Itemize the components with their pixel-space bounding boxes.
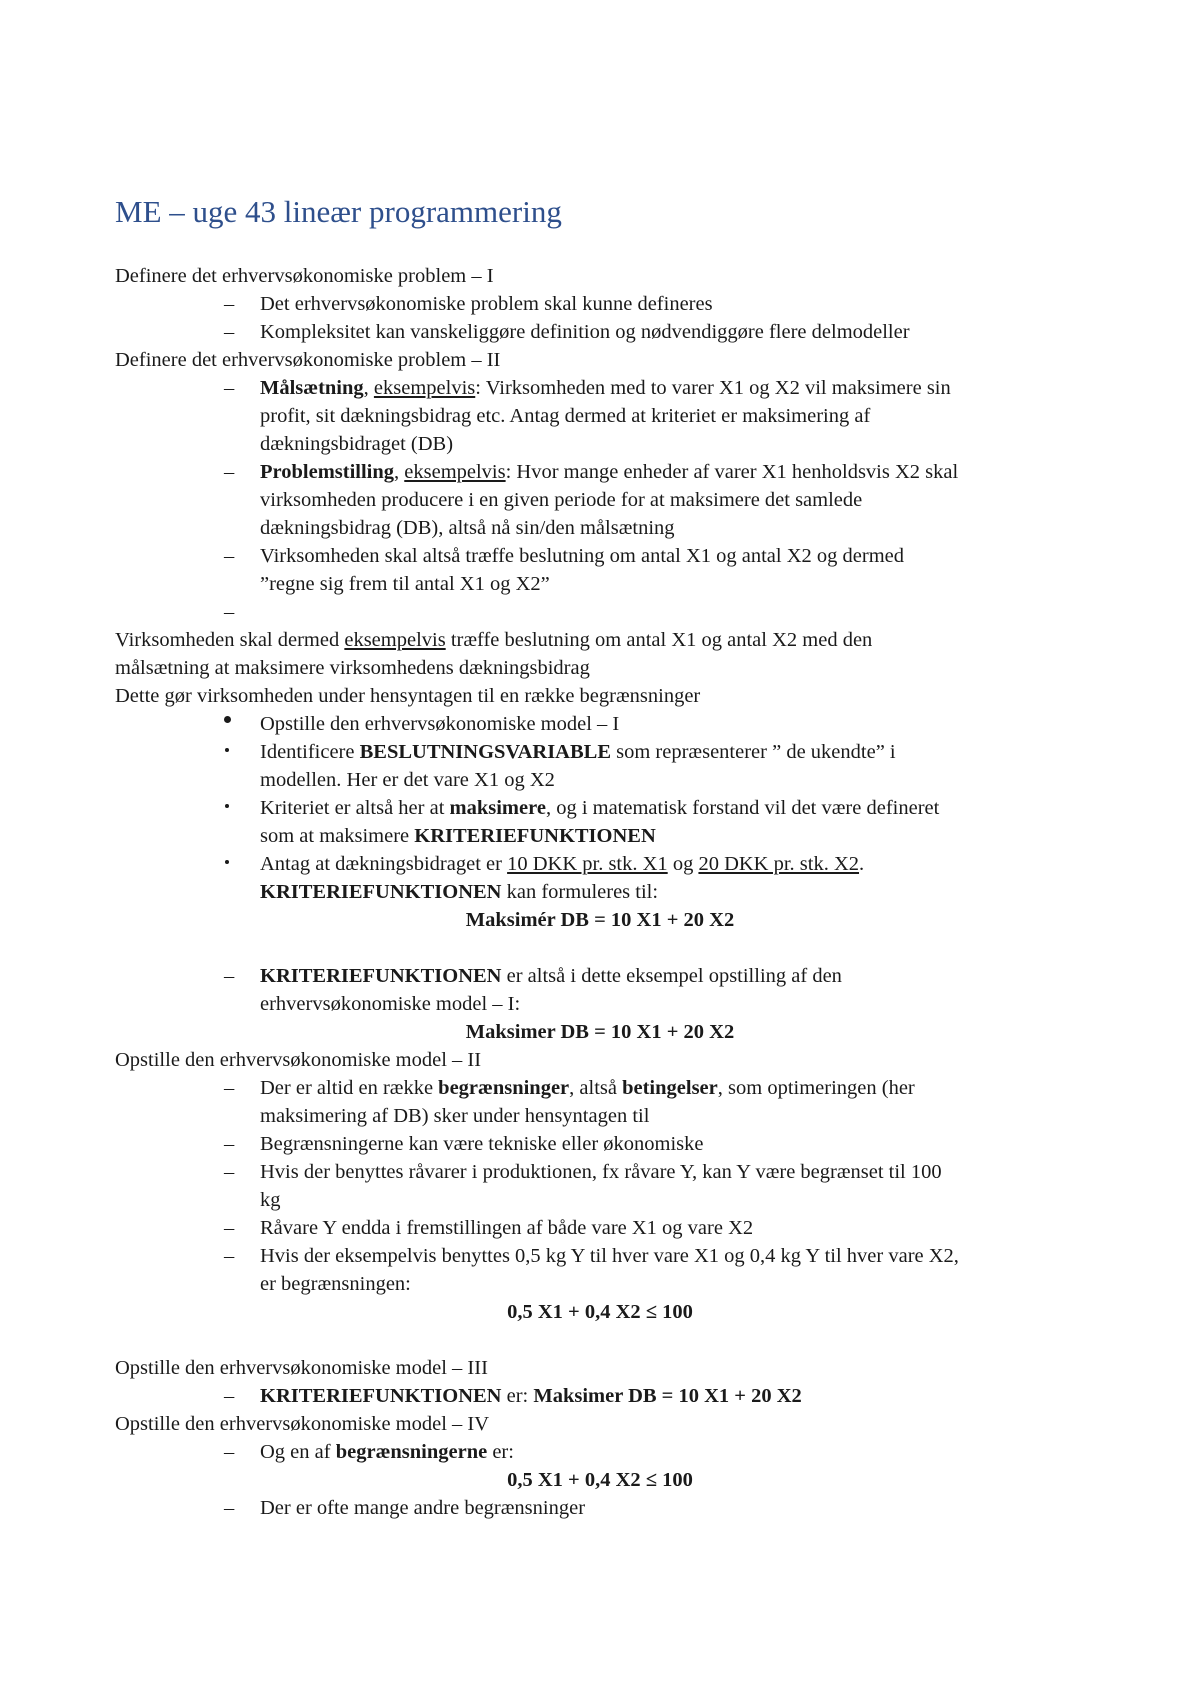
dash-marker: –: [224, 1161, 235, 1183]
bold-term: KRITERIEFUNKTIONEN: [260, 881, 502, 903]
list-item-continuation: ”regne sig frem til antal X1 og X2”: [260, 573, 550, 595]
section-heading: Opstille den erhvervsøkonomiske model – II: [115, 1049, 482, 1071]
dash-marker: –: [224, 1077, 235, 1099]
list-item-continuation: virksomheden producere i en given periode for at maksimere det samlede: [260, 489, 863, 511]
list-item-continuation: dækningsbidrag (DB), altså nå sin/den målsætning: [260, 517, 675, 539]
dash-marker: –: [224, 461, 235, 483]
list-item-continuation: er begrænsningen:: [260, 1273, 411, 1295]
dash-marker: –: [224, 1133, 235, 1155]
dash-marker: –: [224, 1217, 235, 1239]
list-item: KRITERIEFUNKTIONEN er altså i dette eksempel opstilling af den: [260, 965, 842, 987]
bullet-icon: [225, 804, 229, 808]
list-item: Kompleksitet kan vanskeliggøre definition og nødvendiggøre flere delmodeller: [260, 321, 910, 343]
list-item: KRITERIEFUNKTIONEN er: Maksimer DB = 10 X1 + 20 X2: [260, 1385, 802, 1407]
formula: 0,5 X1 + 0,4 X2 ≤ 100: [507, 1301, 693, 1323]
paragraph-line: Dette gør virksomheden under hensyntagen til en række begrænsninger: [115, 685, 701, 707]
list-item-continuation: dækningsbidraget (DB): [260, 433, 454, 455]
dash-marker: –: [224, 293, 235, 315]
bullet-item: Opstille den erhvervsøkonomiske model – I: [260, 713, 620, 735]
underlined-term: 10 DKK pr. stk. X1: [507, 853, 668, 875]
section-heading: Opstille den erhvervsøkonomiske model – IV: [115, 1413, 490, 1435]
dash-marker: –: [224, 1441, 235, 1463]
bullet-item: Identificere BESLUTNINGSVARIABLE som repræsenterer ” de ukendte” i: [260, 741, 896, 763]
bold-term: betingelser: [622, 1077, 718, 1099]
bullet-icon: [224, 716, 231, 723]
list-item: Råvare Y endda i fremstillingen af både vare X1 og vare X2: [260, 1217, 754, 1239]
list-item: Hvis der benyttes råvarer i produktionen, fx råvare Y, kan Y være begrænset til 100: [260, 1161, 942, 1183]
formula: 0,5 X1 + 0,4 X2 ≤ 100: [507, 1469, 693, 1491]
bold-term: begrænsninger: [438, 1077, 570, 1099]
dash-marker: –: [224, 965, 235, 987]
bold-term: maksimere: [449, 797, 546, 819]
list-item-continuation: profit, sit dækningsbidrag etc. Antag dermed at kriteriet er maksimering af: [260, 405, 871, 427]
dash-marker: –: [224, 321, 235, 343]
underlined-term: 20 DKK pr. stk. X2: [698, 853, 860, 875]
bold-term: KRITERIEFUNKTIONEN: [260, 1385, 502, 1407]
list-item: Målsætning, eksempelvis: Virksomheden med to varer X1 og X2 vil maksimere sin: [260, 377, 951, 399]
list-item-continuation: kg: [260, 1189, 281, 1211]
bold-term: KRITERIEFUNKTIONEN: [414, 825, 656, 847]
section-heading: Definere det erhvervsøkonomiske problem – I: [115, 265, 494, 287]
paragraph-line: målsætning at maksimere virksomhedens dækningsbidrag: [115, 657, 590, 679]
bold-term: Maksimer DB = 10 X1 + 20 X2: [533, 1385, 802, 1407]
section-heading: Definere det erhvervsøkonomiske problem – II: [115, 349, 501, 371]
dash-marker: –: [224, 545, 235, 567]
list-item: Der er altid en række begrænsninger, altså betingelser, som optimeringen (her: [260, 1077, 915, 1099]
bold-term: begrænsningerne: [335, 1441, 488, 1463]
list-item-continuation: erhvervsøkonomiske model – I:: [260, 993, 521, 1015]
formula: Maksimer DB = 10 X1 + 20 X2: [465, 1021, 735, 1043]
bullet-continuation: KRITERIEFUNKTIONEN kan formuleres til:: [260, 881, 659, 903]
bold-term: BESLUTNINGSVARIABLE: [359, 741, 611, 763]
formula: Maksimér DB = 10 X1 + 20 X2: [465, 909, 735, 931]
list-item: Begrænsningerne kan være tekniske eller økonomiske: [260, 1133, 704, 1155]
list-item-continuation: maksimering af DB) sker under hensyntagen til: [260, 1105, 650, 1127]
dash-marker: –: [224, 1385, 235, 1407]
list-item: Det erhvervsøkonomiske problem skal kunne defineres: [260, 293, 713, 315]
bullet-item: Antag at dækningsbidraget er 10 DKK pr. stk. X1 og 20 DKK pr. stk. X2.: [260, 853, 865, 875]
page-title: ME – uge 43 lineær programmering: [115, 194, 562, 229]
list-item: Og en af begrænsningerne er:: [260, 1441, 514, 1463]
section-heading: Opstille den erhvervsøkonomiske model – III: [115, 1357, 488, 1379]
list-item: Hvis der eksempelvis benyttes 0,5 kg Y til hver vare X1 og 0,4 kg Y til hver vare X2,: [260, 1245, 959, 1267]
bold-term: KRITERIEFUNKTIONEN: [260, 965, 502, 987]
underlined-term: eksempelvis: [373, 377, 476, 399]
bold-term: Målsætning: [260, 377, 364, 399]
bullet-item: Kriteriet er altså her at maksimere, og i matematisk forstand vil det være defineret: [260, 797, 940, 819]
bullet-continuation: modellen. Her er det vare X1 og X2: [260, 769, 555, 791]
list-item: Der er ofte mange andre begrænsninger: [260, 1497, 586, 1519]
list-item: Problemstilling, eksempelvis: Hvor mange enheder af varer X1 henholdsvis X2 skal: [260, 461, 959, 483]
underlined-term: eksempelvis: [344, 629, 446, 651]
bold-term: Problemstilling: [260, 461, 395, 483]
paragraph-line: Virksomheden skal dermed eksempelvis træffe beslutning om antal X1 og antal X2 med den: [115, 629, 873, 651]
bullet-icon: [225, 860, 229, 864]
dash-marker: –: [224, 1497, 235, 1519]
dash-marker: –: [224, 1245, 235, 1267]
bullet-icon: [225, 748, 229, 752]
bullet-continuation: som at maksimere KRITERIEFUNKTIONEN: [260, 825, 656, 847]
dash-marker: –: [224, 601, 235, 623]
underlined-term: eksempelvis: [404, 461, 506, 483]
list-item: Virksomheden skal altså træffe beslutning om antal X1 og antal X2 og dermed: [260, 545, 904, 567]
dash-marker: –: [224, 377, 235, 399]
